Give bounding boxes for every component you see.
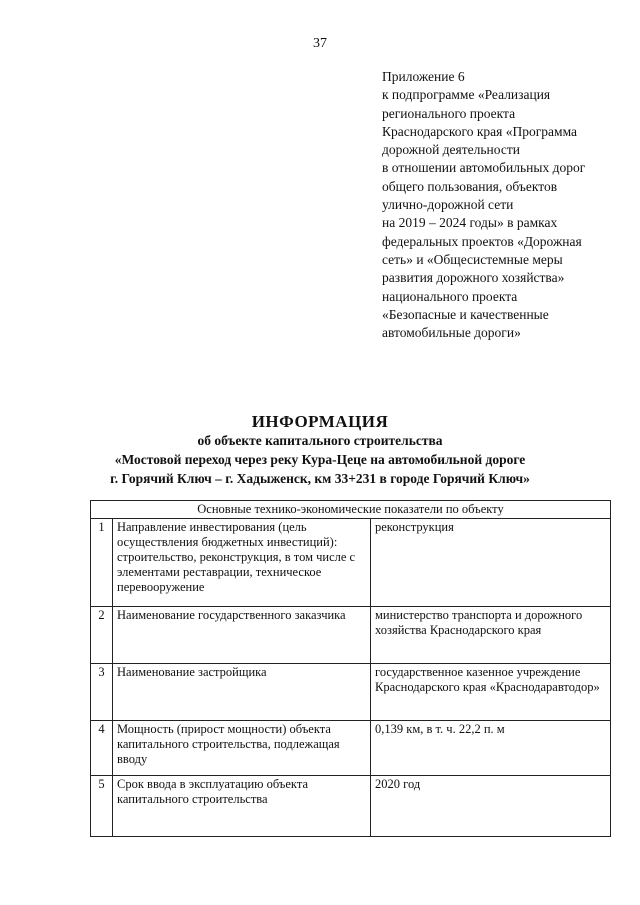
row-label: Направление инвестирования (цель осуществления бюджетных инвестиций): строительство, реконструкция, в том числе с элементами реставрации, техническое перевооружение (113, 519, 371, 607)
row-label: Наименование государственного заказчика (113, 607, 371, 664)
appendix-line: Краснодарского края «Программа (382, 123, 578, 139)
table-row (91, 664, 611, 721)
row-value: 2020 год (371, 776, 611, 837)
heading-line: «Мостовой переход через реку Кура-Цеце на автомобильной дороге (114, 452, 526, 467)
appendix-line: сеть» и «Общесистемные меры (382, 251, 563, 267)
row-label: Наименование застройщика (113, 664, 371, 721)
row-number: 2 (91, 607, 113, 664)
page-number: 37 (313, 36, 327, 51)
row-value: 0,139 км, в т. ч. 22,2 п. м (371, 721, 611, 776)
heading-line: г. Горячий Ключ – г. Хадыженск, км 33+231 в городе Горячий Ключ» (110, 471, 530, 486)
appendix-line: автомобильные дороги» (382, 325, 521, 341)
appendix-line: «Безопасные и качественные (382, 306, 549, 322)
row-value: реконструкция (371, 519, 611, 607)
row-value: государственное казенное учреждение Краснодарского края «Краснодаравтодор» (371, 664, 611, 721)
table-row (91, 721, 611, 776)
table-header: Основные технико-экономические показатели по объекту (91, 501, 611, 519)
appendix-line: дорожной деятельности (382, 142, 520, 158)
appendix-line: развития дорожного хозяйства» (382, 270, 565, 286)
indicators-table (90, 500, 611, 837)
row-label: Срок ввода в эксплуатацию объекта капитального строительства (113, 776, 371, 837)
table-row (91, 519, 611, 607)
row-label: Мощность (прирост мощности) объекта капитального строительства, подлежащая вводу (113, 721, 371, 776)
row-number: 1 (91, 519, 113, 607)
appendix-line: общего пользования, объектов (382, 178, 558, 194)
row-number: 5 (91, 776, 113, 837)
row-number: 3 (91, 664, 113, 721)
document-heading (0, 412, 640, 488)
appendix-line: национального проекта (382, 288, 518, 304)
appendix-line: к подпрограмме «Реализация (382, 87, 551, 103)
appendix-line: федеральных проектов «Дорожная (382, 233, 582, 249)
row-number: 4 (91, 721, 113, 776)
appendix-line: на 2019 – 2024 годы» в рамках (382, 215, 558, 231)
table-header-row (91, 501, 611, 519)
appendix-line: в отношении автомобильных дорог (382, 160, 586, 176)
heading-line: об объекте капитального строительства (197, 433, 443, 448)
appendix-line: регионального проекта (382, 105, 516, 121)
table-row (91, 776, 611, 837)
table-row (91, 607, 611, 664)
row-value: министерство транспорта и дорожного хозяйства Краснодарского края (371, 607, 611, 664)
document-title: ИНФОРМАЦИЯ (251, 412, 389, 431)
appendix-line: Приложение 6 (382, 69, 465, 84)
appendix-line: улично-дорожной сети (382, 197, 514, 213)
appendix-block (382, 68, 632, 342)
